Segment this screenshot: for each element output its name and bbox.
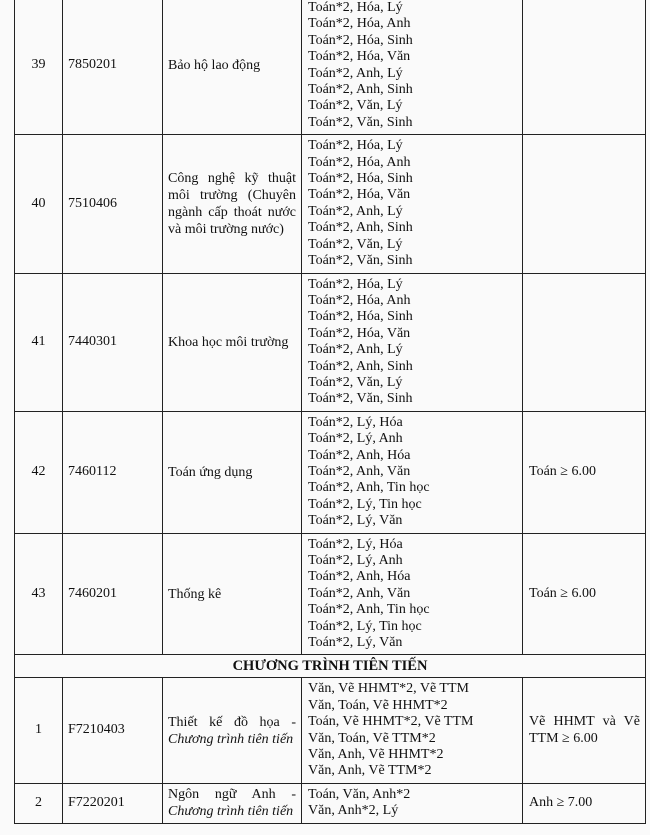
major-name	[163, 783, 302, 823]
major-name: Khoa học môi trường	[163, 273, 302, 411]
major-code: F7210403	[63, 678, 163, 783]
table-row	[15, 411, 646, 533]
combination: Toán*2, Anh, Lý	[308, 203, 403, 219]
major-code: 7460112	[63, 411, 163, 533]
combination: Toán*2, Lý, Hóa	[308, 414, 403, 430]
row-number: 1	[15, 678, 63, 783]
major-name	[163, 678, 302, 783]
combination: Toán, Văn, Anh*2	[308, 786, 411, 802]
combination: Toán*2, Anh, Sinh	[308, 358, 413, 374]
major-name-line: Công nghệ kỹ thuật	[168, 170, 296, 186]
condition: Anh ≥ 7.00	[523, 783, 646, 823]
combination: Toán*2, Anh, Sinh	[308, 82, 413, 98]
combination: Toán*2, Lý, Hóa	[308, 536, 403, 552]
major-code: 7510406	[63, 135, 163, 273]
condition	[523, 678, 646, 783]
row-number: 42	[15, 411, 63, 533]
combination: Toán*2, Lý, Tin học	[308, 618, 422, 634]
section-header-row	[15, 655, 646, 678]
subject-combinations	[302, 135, 523, 273]
combination: Văn, Anh, Vẽ TTM*2	[308, 763, 432, 779]
combination: Toán*2, Anh, Văn	[308, 585, 411, 601]
condition	[523, 0, 646, 135]
subject-combinations	[302, 783, 523, 823]
combination: Toán*2, Lý, Anh	[308, 431, 403, 447]
major-name-sub: Chương trình tiên tiến	[168, 804, 294, 820]
condition: Toán ≥ 6.00	[523, 533, 646, 655]
condition	[523, 135, 646, 273]
combination: Văn, Toán, Vẽ HHMT*2	[308, 697, 448, 713]
major-name-sub: Chương trình tiên tiến	[168, 731, 294, 747]
combination: Toán*2, Hóa, Lý	[308, 0, 403, 15]
row-number: 2	[15, 783, 63, 823]
major-code: 7850201	[63, 0, 163, 135]
row-number: 41	[15, 273, 63, 411]
combination: Toán*2, Hóa, Sinh	[308, 309, 413, 325]
major-code: 7440301	[63, 273, 163, 411]
combination: Toán*2, Anh, Hóa	[308, 447, 411, 463]
table-row	[15, 273, 646, 411]
admission-table	[14, 0, 646, 824]
combination: Toán*2, Hóa, Văn	[308, 187, 411, 203]
combination: Toán*2, Hóa, Sinh	[308, 32, 413, 48]
major-code: 7460201	[63, 533, 163, 655]
combination: Toán*2, Văn, Lý	[308, 98, 403, 114]
major-name-line: ngành cấp thoát nước	[168, 204, 296, 220]
combination: Toán*2, Anh, Lý	[308, 342, 403, 358]
combination: Toán*2, Anh, Lý	[308, 65, 403, 81]
table-row	[15, 533, 646, 655]
combination: Toán*2, Hóa, Anh	[308, 292, 411, 308]
major-name	[163, 135, 302, 273]
combination: Toán*2, Lý, Anh	[308, 553, 403, 568]
combination: Toán, Vẽ HHMT*2, Vẽ TTM	[308, 714, 474, 730]
combination: Toán*2, Hóa, Văn	[308, 325, 411, 341]
row-number: 39	[15, 0, 63, 135]
major-name: Thống kê	[163, 533, 302, 655]
combination: Toán*2, Anh, Văn	[308, 463, 411, 479]
subject-combinations	[302, 678, 523, 783]
combination: Văn, Anh, Vẽ HHMT*2	[308, 747, 444, 763]
major-name: Toán ứng dụng	[163, 411, 302, 533]
combination: Toán*2, Văn, Sinh	[308, 253, 413, 269]
combination: Toán*2, Hóa, Sinh	[308, 171, 413, 187]
combination: Toán*2, Hóa, Anh	[308, 16, 411, 32]
combination: Toán*2, Văn, Sinh	[308, 114, 413, 130]
table-row	[15, 0, 646, 135]
subject-combinations	[302, 273, 523, 411]
condition	[523, 273, 646, 411]
major-name-main: Thiết kế đồ họa -	[168, 714, 296, 730]
section-title: CHƯƠNG TRÌNH TIÊN TIẾN	[15, 655, 646, 678]
major-name-main: Ngôn ngữ Anh -	[168, 787, 296, 803]
combination: Văn, Toán, Vẽ TTM*2	[308, 730, 436, 746]
combination: Toán*2, Anh, Hóa	[308, 569, 411, 585]
subject-combinations	[302, 533, 523, 655]
combination: Toán*2, Văn, Sinh	[308, 391, 413, 407]
condition-line: Vẽ HHMT và Vẽ	[529, 714, 640, 730]
combination: Toán*2, Anh, Sinh	[308, 220, 413, 236]
subject-combinations	[302, 411, 523, 533]
condition: Toán ≥ 6.00	[523, 411, 646, 533]
table-row	[15, 135, 646, 273]
table-row	[15, 783, 646, 823]
combination: Văn, Vẽ HHMT*2, Vẽ TTM	[308, 681, 469, 697]
combination: Toán*2, Lý, Văn	[308, 635, 403, 651]
combination: Toán*2, Hóa, Lý	[308, 276, 403, 292]
condition-line: TTM ≥ 6.00	[529, 730, 598, 746]
combination: Toán*2, Anh, Tin học	[308, 602, 430, 618]
row-number: 43	[15, 533, 63, 655]
major-name: Bảo hộ lao động	[163, 0, 302, 135]
row-number: 40	[15, 135, 63, 273]
combination: Toán*2, Anh, Tin học	[308, 480, 430, 496]
combination: Toán*2, Hóa, Anh	[308, 154, 411, 170]
major-name-line: môi trường (Chuyên	[168, 187, 296, 203]
table-row	[15, 678, 646, 783]
major-code: F7220201	[63, 783, 163, 823]
combination: Văn, Anh*2, Lý	[308, 803, 399, 819]
major-name-line: và môi trường nước)	[168, 221, 284, 237]
combination: Toán*2, Văn, Lý	[308, 374, 403, 390]
combination: Toán*2, Văn, Lý	[308, 236, 403, 252]
combination: Toán*2, Hóa, Lý	[308, 138, 403, 154]
combination: Toán*2, Hóa, Văn	[308, 49, 411, 65]
subject-combinations	[302, 0, 523, 135]
combination: Toán*2, Lý, Văn	[308, 513, 403, 529]
combination: Toán*2, Lý, Tin học	[308, 496, 422, 512]
